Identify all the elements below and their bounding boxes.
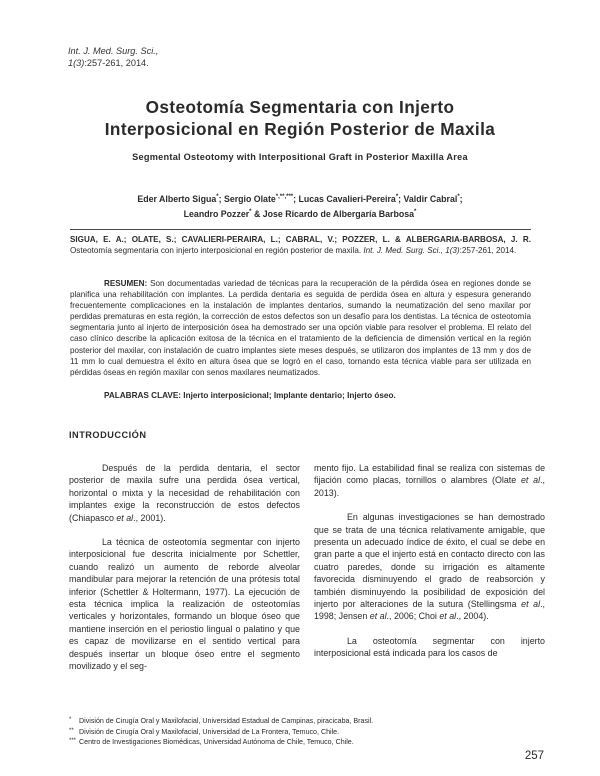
et-al: et al — [439, 611, 457, 622]
separator: ; — [218, 193, 224, 204]
paragraph — [69, 536, 300, 672]
paragraph-text: En algunas investigaciones se han demostrado que se trata de una técnica relativamente amigable, que presenta un adecuado índice de éxito, el cual se debe en gran parte a que el injerto está en contacto directo con las cuatro paredes, donde su irrigación es altamente favorecida disminuyendo el grado de reabsorción y también disminuyendo la posibilidad de exposición del injerto por alteraciones de la sutura (Stellingsma — [314, 512, 545, 610]
paragraph-text: ., 2001). — [133, 512, 166, 523]
body-column-right — [314, 462, 545, 672]
journal-header — [68, 45, 158, 69]
author-name: Lucas Cavalieri-Pereira — [298, 193, 396, 204]
journal-name: Int. J. Med. Surg. Sci., — [68, 46, 159, 56]
footnote-mark: ** — [69, 727, 74, 734]
footnote-mark: *** — [69, 738, 77, 744]
affiliation-mark: * — [249, 208, 252, 215]
separator: & — [251, 208, 263, 219]
paragraph-text: Después de la perdida dentaria, el sector posterior de maxila sufre una perdida ósea vertical, horizontal o mixta y la necesidad de rehabilitación con implantes exige la reconstrucción de estos defectos (Chiapasco — [69, 463, 300, 523]
et-al: et al — [369, 611, 387, 622]
affiliation-mark: * — [395, 194, 399, 200]
author-list — [70, 191, 530, 221]
et-al: et al — [520, 475, 541, 486]
paragraph-text: ., 2006; Choi — [386, 611, 440, 622]
section-heading: INTRODUCCIÓN — [69, 430, 147, 440]
paragraph — [314, 511, 545, 623]
paragraph — [69, 462, 300, 524]
journal-issue: 1(3) — [68, 58, 85, 68]
abstract-label: RESUMEN: — [104, 279, 148, 288]
paragraph — [314, 635, 545, 660]
article-subtitle: Segmental Osteotomy with Interpositional Graft in Posterior Maxilla Area — [132, 152, 468, 162]
keywords-text: Injerto interposicional; Implante dentario; Injerto óseo. — [181, 391, 396, 400]
affiliation-mark: * — [216, 194, 219, 200]
footnote-text: Centro de Investigaciones Biomédicas, Universidad Autónoma de Chile, Temuco, Chile. — [79, 738, 354, 746]
footnote — [69, 727, 539, 738]
footnote-text: División de Cirugía Oral y Maxilofacial, Universidad Estadual de Campinas, piracicaba, Brasil. — [79, 717, 374, 725]
paragraph-text: ., 1998; Jensen — [314, 599, 545, 622]
paragraph-text: ., 2004). — [456, 611, 489, 622]
paragraph-text: La osteotomía segmentar con injerto interposicional está indicada para los casos de — [314, 635, 545, 659]
author-name: Leandro Pozzer — [183, 208, 250, 219]
citation-authors: SIGUA, E. A.; OLATE, S.; CAVALIERI-PERAIRA, L.; CABRAL, V.; POZZER, L. & ALBERGARIA-BARBOSA, J. R. — [70, 235, 531, 244]
article-title — [60, 96, 540, 140]
affiliation-mark: *,**,*** — [275, 194, 294, 200]
footnote — [69, 737, 539, 748]
abstract-text: Son documentadas variedad de técnicas para la recuperación de la pérdida ósea en regiones donde se planifica una rehabilitación con implantes. La perdida dentaria es seguida de perdida ósea en altura y espesura generando frecuentemente complicaciones en la instalación de implantes dentarios, sumando la neumatización del seno maxilar por perdidas prematuras en esta región, la corrección de estos defectos son un desafío para los dentistas. La técnica de osteotomía segmentaria junto al injerto de interposición ósea ha demostrado ser una opción viable para resolver el problema. El relato del caso clínico describe la aplicación exitosa de la técnica en el tratamiento de la deficiencia de dimensión vertical en la región posterior del maxilar, con instalación de cuatro implantes siete meses después, se utilizaron dos implantes de 13 mm y dos de 11 mm lo cual demuestra el éxito en altura ósea que se logró en el caso, tornando esta técnica viable para ser utilizada en pérdidas óseas en región maxilar con senos maxilares neumatizados. — [70, 279, 531, 377]
title-line-2: Interposicional en Región Posterior de Maxila — [104, 119, 496, 139]
title-line-1: Osteotomía Segmentaria con Injerto — [145, 97, 455, 117]
footnote — [69, 716, 539, 727]
paragraph-text: mento fijo. La estabilidad final se realiza con sistemas de fijación como placas, tornillos o alambres (Olate — [314, 463, 545, 486]
footnote-text: División de Cirugía Oral y Maxilofacial, Universidad de La Frontera, Temuco, Chile. — [79, 727, 340, 736]
paragraph-text: ., 2013). — [314, 475, 545, 498]
et-al: et al — [521, 599, 541, 610]
separator: ; — [398, 193, 404, 204]
divider — [70, 229, 531, 230]
abstract — [70, 278, 531, 378]
author-name: Eder Alberto Sigua — [137, 193, 217, 204]
separator: ; — [459, 193, 463, 204]
paragraph-text: La técnica de osteotomía segmentar con injerto interposicional fue descrita inicialmente por Schettler, cuando realizó un aumento de reborde alveolar mandibular para mejorar la retención de una prótesis total inferior (Schettler & Holtermann, 1977). La ejecución de esta técnica implica la realización de osteotomías verticales y horizontales, formando un bloque óseo que mantiene inserción en el periostio lingual o palatino y que es capaz de movilizarse en el sentido vertical para después insertar un bloque óseo entre el segmento movilizado y el seg- — [69, 537, 300, 672]
body-column-left — [69, 462, 300, 685]
footnotes — [69, 716, 539, 748]
author-name: Sergio Olate — [223, 193, 276, 204]
keywords — [104, 391, 530, 400]
keywords-label: PALABRAS CLAVE: — [104, 391, 182, 400]
affiliation-mark: * — [413, 208, 417, 215]
citation-pages: :257-261, 2014. — [459, 246, 517, 256]
affiliation-mark: * — [457, 194, 460, 200]
citation-journal: Int. J. Med. Surg. Sci., 1(3) — [363, 246, 460, 256]
et-al: et al — [116, 512, 134, 523]
author-name: Jose Ricardo de Albergaría Barbosa — [262, 208, 414, 219]
paragraph — [314, 462, 545, 499]
journal-pages: :257-261, 2014. — [84, 58, 149, 68]
author-name: Valdir Cabral — [403, 193, 458, 204]
page-number: 257 — [524, 750, 544, 762]
citation-block — [70, 234, 531, 256]
footnote-mark: * — [69, 717, 72, 723]
citation-text: Osteotomía segmentaria con injerto interposicional en región posterior de maxila. — [70, 246, 364, 256]
separator: ; — [293, 193, 299, 204]
